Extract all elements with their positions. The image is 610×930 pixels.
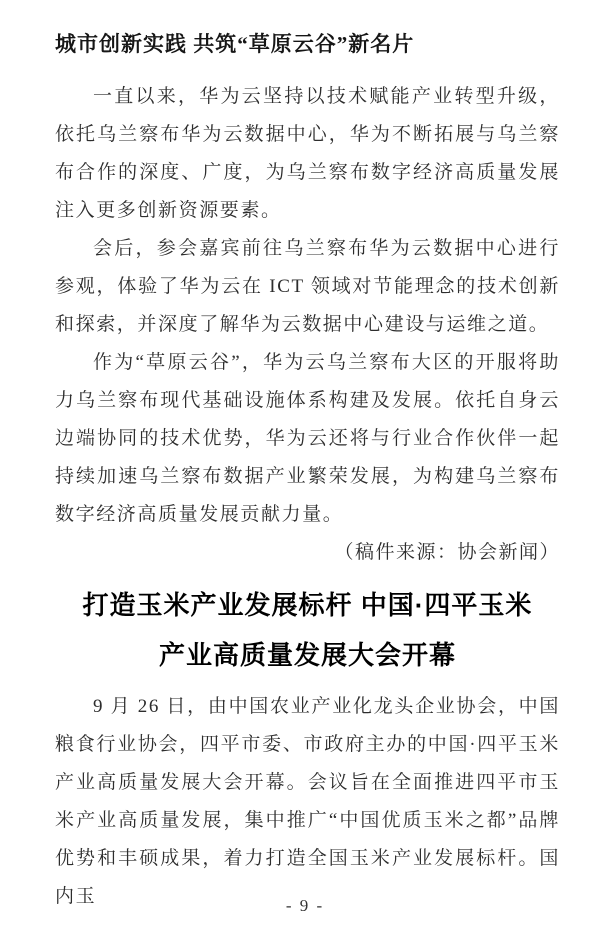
article1-paragraph-1: 一直以来，华为云坚持以技术赋能产业转型升级，依托乌兰察布华为云数据中心，华为不断拓展与乌兰察布合作的深度、广度，为乌兰察布数字经济高质量发展注入更多创新资源要素。: [55, 86, 560, 221]
article1-paragraph-3: 作为“草原云谷”，华为云乌兰察布大区的开服将助力乌兰察布现代基础设施体系构建及发展。依托自身云边端协同的技术优势，华为云还将与行业合作伙伴一起持续加速乌兰察布数据产业繁荣发展，为构建乌兰察布数字经济高质量发展贡献力量。: [55, 352, 560, 525]
article2-title-line1: 打造玉米产业发展标杆 中国·四平玉米: [82, 590, 533, 620]
source-attribution: （稿件来源：协会新闻）: [334, 542, 560, 563]
article2-title: [55, 580, 560, 680]
article1-paragraph-2: 会后，参会嘉宾前往乌兰察布华为云数据中心进行参观，体验了华为云在 ICT 领域对节能理念的技术创新和探索，并深度了解华为云数据中心建设与运维之道。: [55, 238, 560, 335]
article2-title-line2: 产业高质量发展大会开幕: [158, 640, 456, 670]
article2-paragraph-1: 9 月 26 日，由中国农业产业化龙头企业协会，中国粮食行业协会，四平市委、市政府主办的中国·四平玉米产业高质量发展大会开幕。会议旨在全面推进四平市玉米产业高质量发展，集中推广“中国优质玉米之都”品牌优势和丰硕成果，着力打造全国玉米产业发展标杆。国内玉: [55, 696, 560, 907]
page-number: - 9 -: [285, 896, 325, 915]
article1-title: 城市创新实践 共筑“草原云谷”新名片: [55, 32, 415, 56]
